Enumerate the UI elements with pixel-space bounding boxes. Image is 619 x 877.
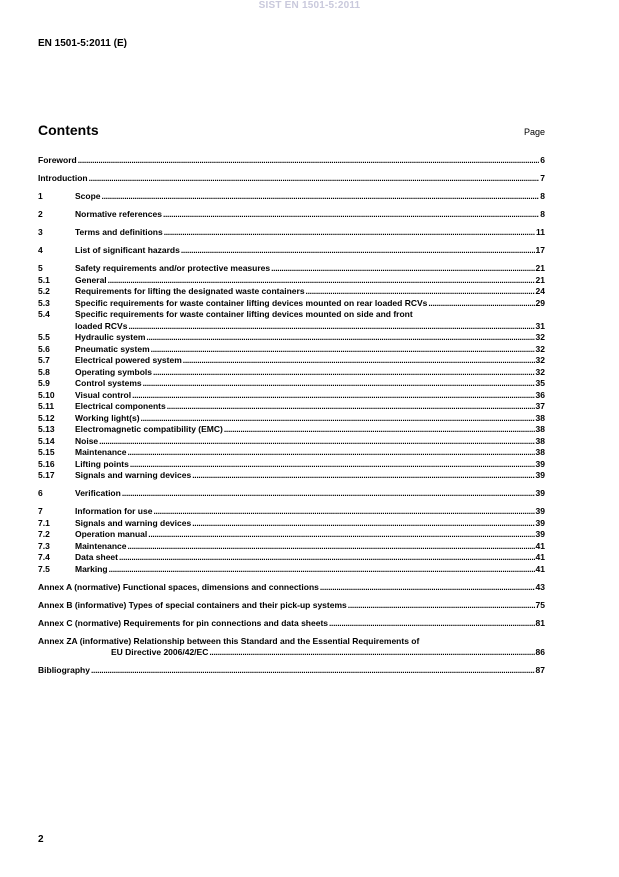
page-title: Contents — [38, 122, 99, 138]
toc-dot-leader — [271, 263, 534, 275]
toc-entry-title[interactable]: Specific requirements for waste container lifting devices mounted on side and front — [75, 309, 413, 319]
toc-entry-title[interactable]: Signals and warning devices — [75, 517, 192, 528]
toc-entry-page[interactable]: 36 — [535, 389, 545, 400]
toc-entry-page[interactable]: 8 — [540, 209, 545, 219]
toc-dot-leader — [329, 618, 535, 630]
toc-entry-title[interactable]: Working light(s) — [75, 412, 140, 423]
toc-entry-title[interactable]: Maintenance — [75, 540, 127, 551]
toc-entry[interactable] — [38, 401, 545, 413]
toc-dot-leader — [130, 459, 535, 471]
toc-entry-number: 5.11 — [38, 401, 55, 411]
toc-entry-page[interactable]: 39 — [535, 488, 545, 498]
toc-entry-number: 5.14 — [38, 435, 55, 446]
toc-entry-number: 5.4 — [38, 309, 50, 319]
toc-entry-page[interactable]: 17 — [535, 245, 545, 255]
toc-entry-title[interactable]: List of significant hazards — [75, 245, 180, 255]
toc-entry-page[interactable]: 39 — [535, 506, 545, 516]
toc-entry-number: 7.4 — [38, 552, 50, 562]
toc-entry[interactable] — [38, 245, 545, 257]
toc-dot-leader — [143, 378, 535, 390]
toc-entry[interactable] — [38, 424, 545, 436]
toc-entry[interactable] — [38, 286, 545, 298]
toc-entry[interactable] — [38, 436, 545, 448]
toc-entry-title-continued[interactable]: EU Directive 2006/42/EC — [111, 647, 209, 657]
page-number: 2 — [38, 834, 44, 845]
toc-entry-page[interactable]: 38 — [535, 447, 545, 457]
toc-entry-page[interactable]: 21 — [535, 263, 545, 273]
toc-entry-page[interactable]: 38 — [535, 424, 545, 434]
toc-entry[interactable] — [38, 618, 545, 630]
toc-dot-leader — [146, 332, 534, 344]
toc-entry-title[interactable]: Annex C (normative) Requirements for pin connections and data sheets — [38, 617, 328, 628]
toc-entry-page[interactable]: 35 — [535, 378, 545, 388]
toc-entry-page[interactable]: 39 — [535, 470, 545, 480]
toc-entry-title[interactable]: Normative references — [75, 209, 162, 219]
toc-entry-title[interactable]: Signals and warning devices — [75, 470, 192, 480]
toc-entry-page[interactable]: 39 — [535, 517, 545, 528]
toc-entry-title[interactable]: Introduction — [38, 173, 88, 183]
toc-dot-leader — [224, 424, 535, 436]
toc-dot-leader — [167, 401, 535, 413]
toc-entry-page[interactable]: 29 — [535, 297, 545, 308]
toc-entry-page[interactable]: 37 — [535, 401, 545, 411]
toc-entry-number: 5.6 — [38, 343, 50, 354]
toc-dot-leader — [164, 227, 535, 239]
toc-entry[interactable] — [38, 552, 545, 564]
toc-entry-title[interactable]: Annex ZA (informative) Relationship between this Standard and the Essential Requirements of — [38, 635, 420, 646]
toc-entry-page[interactable]: 32 — [535, 332, 545, 342]
toc-entry-page[interactable]: 31 — [535, 320, 545, 331]
toc-entry-title[interactable]: Lifting points — [75, 458, 129, 469]
toc-entry-title[interactable]: Operation manual — [75, 529, 148, 539]
toc-dot-leader — [183, 355, 535, 367]
toc-entry-number: 5.7 — [38, 355, 50, 365]
toc-entry-number: 5.5 — [38, 332, 50, 342]
toc-entry-number: 5.9 — [38, 378, 50, 388]
toc-entry-number: 7.3 — [38, 540, 50, 551]
page-column-label: Page — [523, 127, 545, 137]
toc-entry-number: 5 — [38, 263, 43, 273]
toc-dot-leader — [153, 367, 535, 379]
toc-entry-page[interactable]: 43 — [535, 581, 545, 592]
toc-dot-leader — [428, 298, 534, 310]
toc-entry[interactable] — [38, 506, 545, 518]
toc-entry-title[interactable]: Electromagnetic compatibility (EMC) — [75, 424, 223, 434]
toc-entry-number: 5.3 — [38, 297, 50, 308]
toc-entry-title[interactable]: Verification — [75, 488, 121, 498]
toc-dot-leader — [148, 529, 534, 541]
toc-entry[interactable] — [38, 600, 545, 612]
toc-entry-page[interactable]: 11 — [536, 227, 545, 237]
toc-entry-number: 5.1 — [38, 274, 50, 285]
toc-entry[interactable] — [38, 263, 545, 275]
toc-entry[interactable] — [38, 367, 545, 379]
toc-dot-leader — [320, 582, 535, 594]
toc-dot-leader — [151, 344, 535, 356]
toc-dot-leader — [99, 436, 534, 448]
toc-entry-page[interactable]: 41 — [535, 563, 545, 574]
toc-entry[interactable] — [38, 173, 545, 185]
toc-dot-leader — [109, 564, 535, 576]
toc-entry-page[interactable]: 32 — [535, 366, 545, 377]
toc-entry-page[interactable]: 38 — [535, 435, 545, 446]
toc-entry-title[interactable]: Visual control — [75, 389, 132, 400]
toc-entry-number: 5.17 — [38, 470, 55, 480]
toc-entry-page[interactable]: 32 — [535, 355, 545, 365]
toc-entry-title[interactable]: Annex A (normative) Functional spaces, dimensions and connections — [38, 581, 319, 592]
toc-entry-page[interactable]: 81 — [535, 617, 545, 628]
toc-entry-number: 4 — [38, 245, 43, 255]
toc-entry[interactable] — [38, 209, 545, 221]
toc-entry-page[interactable]: 39 — [535, 458, 545, 469]
toc-entry-number: 3 — [38, 227, 43, 237]
toc-entry-page[interactable]: 7 — [540, 173, 545, 183]
toc-dot-leader — [192, 470, 534, 482]
toc-entry[interactable] — [38, 470, 545, 482]
toc-entry[interactable] — [38, 564, 545, 576]
toc-entry-page[interactable]: 39 — [535, 529, 545, 539]
toc-entry[interactable] — [38, 355, 545, 367]
toc-dot-leader — [122, 488, 535, 500]
toc-dot-leader — [78, 155, 540, 167]
toc-dot-leader — [181, 245, 535, 257]
table-of-contents — [38, 155, 545, 677]
toc-entry[interactable] — [38, 275, 545, 287]
toc-entry-page[interactable]: 86 — [535, 647, 545, 657]
toc-entry-title[interactable]: Bibliography — [38, 665, 90, 675]
toc-dot-leader — [128, 321, 534, 333]
toc-entry[interactable] — [38, 155, 545, 167]
toc-dot-leader — [192, 518, 534, 530]
toc-entry-page[interactable]: 87 — [535, 665, 545, 675]
toc-entry-number: 5.10 — [38, 389, 55, 400]
toc-dot-leader — [89, 173, 540, 185]
toc-entry-number: 7 — [38, 506, 43, 516]
toc-entry[interactable] — [38, 413, 545, 425]
toc-entry[interactable] — [38, 309, 545, 332]
toc-entry[interactable] — [38, 447, 545, 459]
toc-entry[interactable] — [38, 298, 545, 310]
toc-entry-number: 5.13 — [38, 424, 55, 434]
toc-entry[interactable] — [38, 529, 545, 541]
toc-entry-title[interactable]: Foreword — [38, 155, 77, 165]
toc-entry-number: 1 — [38, 191, 43, 201]
toc-dot-leader — [141, 413, 535, 425]
toc-dot-leader — [119, 552, 535, 564]
toc-dot-leader — [209, 647, 534, 659]
toc-entry-page[interactable]: 24 — [535, 286, 545, 296]
toc-entry[interactable] — [38, 582, 545, 594]
toc-dot-leader — [132, 390, 534, 402]
toc-entry-title[interactable]: Control systems — [75, 378, 142, 388]
toc-entry-number: 5.2 — [38, 286, 50, 296]
toc-entry[interactable] — [38, 665, 545, 677]
toc-entry[interactable] — [38, 541, 545, 553]
toc-entry-page[interactable]: 8 — [540, 191, 545, 201]
toc-entry-title[interactable]: Safety requirements and/or protective measures — [75, 263, 271, 273]
toc-entry-title[interactable]: Marking — [75, 563, 108, 574]
toc-entry-number: 7.2 — [38, 529, 50, 539]
toc-entry-title[interactable]: Scope — [75, 191, 101, 201]
toc-entry-title[interactable]: Maintenance — [75, 447, 127, 457]
toc-entry-title[interactable]: Specific requirements for waste container lifting devices mounted on rear loaded RCVs — [75, 297, 428, 308]
toc-dot-leader — [128, 447, 535, 459]
toc-entry-title[interactable]: Information for use — [75, 506, 153, 516]
toc-entry-page[interactable]: 75 — [535, 599, 545, 610]
toc-entry-title[interactable]: Data sheet — [75, 552, 118, 562]
toc-entry-number: 6 — [38, 488, 43, 498]
toc-entry-page[interactable]: 38 — [535, 412, 545, 423]
toc-entry-page[interactable]: 32 — [535, 343, 545, 354]
toc-entry-page[interactable]: 41 — [535, 552, 545, 562]
toc-entry-title[interactable]: General — [75, 274, 107, 285]
toc-entry[interactable] — [38, 636, 545, 659]
toc-entry[interactable] — [38, 378, 545, 390]
toc-dot-leader — [153, 506, 534, 518]
toc-dot-leader — [108, 275, 535, 287]
toc-entry[interactable] — [38, 332, 545, 344]
toc-entry-title[interactable]: Annex B (informative) Types of special containers and their pick-up systems — [38, 599, 347, 610]
toc-dot-leader — [306, 286, 535, 298]
toc-entry[interactable] — [38, 390, 545, 402]
toc-entry[interactable] — [38, 459, 545, 471]
toc-entry-title[interactable]: Hydraulic system — [75, 332, 146, 342]
toc-entry[interactable] — [38, 191, 545, 203]
toc-entry-title[interactable]: Operating symbols — [75, 366, 152, 377]
toc-entry[interactable] — [38, 227, 545, 239]
toc-entry-number: 5.15 — [38, 447, 55, 457]
toc-entry-title-continued[interactable]: loaded RCVs — [75, 320, 128, 331]
toc-entry-number: 7.1 — [38, 517, 50, 528]
toc-dot-leader — [128, 541, 535, 553]
toc-entry-title[interactable]: Noise — [75, 435, 99, 446]
toc-dot-leader — [163, 209, 539, 221]
toc-entry[interactable] — [38, 488, 545, 500]
toc-entry[interactable] — [38, 344, 545, 356]
toc-entry-title[interactable]: Electrical components — [75, 401, 166, 411]
toc-entry-page[interactable]: 41 — [535, 540, 545, 551]
toc-entry-number: 7.5 — [38, 563, 50, 574]
toc-entry-title[interactable]: Requirements for lifting the designated waste containers — [75, 286, 305, 296]
toc-entry-number: 5.16 — [38, 458, 55, 469]
toc-dot-leader — [102, 191, 540, 203]
toc-dot-leader — [91, 665, 535, 677]
toc-dot-leader — [348, 600, 535, 612]
toc-entry-number: 5.8 — [38, 366, 50, 377]
toc-entry-title[interactable]: Terms and definitions — [75, 227, 163, 237]
toc-entry-title[interactable]: Pneumatic system — [75, 343, 150, 354]
toc-entry-number: 2 — [38, 209, 43, 219]
toc-entry[interactable] — [38, 518, 545, 530]
standard-header: EN 1501-5:2011 (E) — [38, 38, 127, 49]
watermark: SIST EN 1501-5:2011 — [258, 0, 361, 11]
toc-entry-page[interactable]: 6 — [540, 155, 545, 165]
toc-entry-title[interactable]: Electrical powered system — [75, 355, 182, 365]
toc-entry-page[interactable]: 21 — [535, 274, 545, 285]
toc-entry-number: 5.12 — [38, 412, 55, 423]
